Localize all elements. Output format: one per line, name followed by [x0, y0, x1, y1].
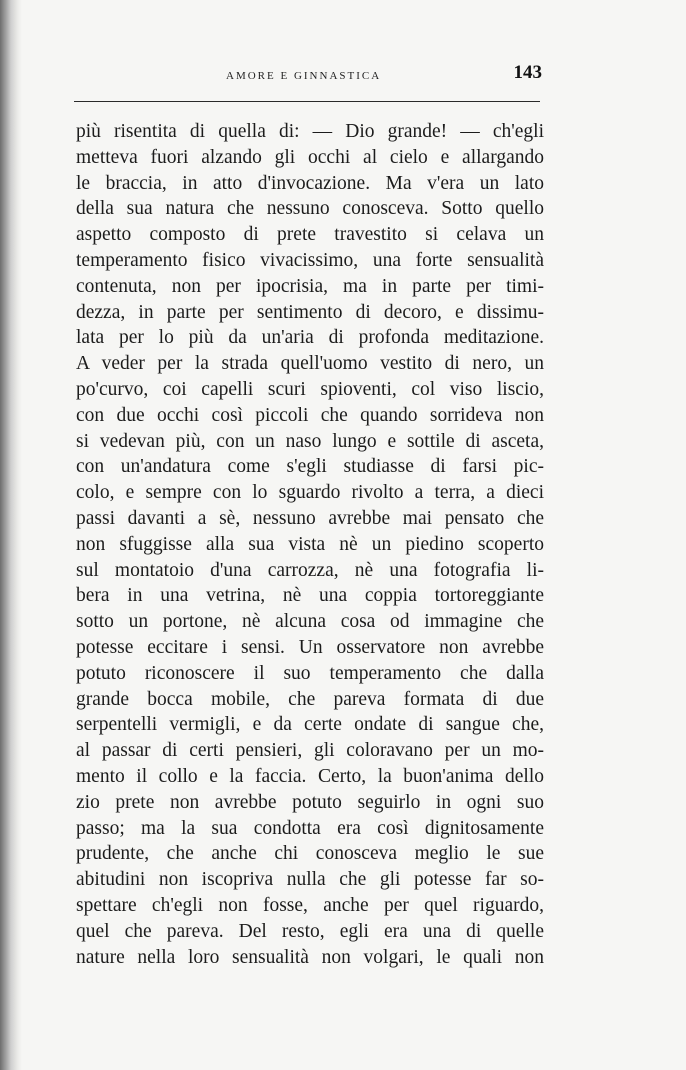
text-line: temperamento fisico vivacissimo, una forte sensualità	[76, 249, 544, 271]
text-line: po'curvo, coi capelli scuri spioventi, col viso liscio,	[76, 378, 544, 400]
text-line: passo; ma la sua condotta era così dignitosamente	[76, 817, 544, 839]
text-line: serpentelli vermigli, e da certe ondate di sangue che,	[76, 714, 544, 736]
book-spine-shadow	[0, 0, 22, 1070]
text-line: spettare ch'egli non fosse, anche per quel riguardo,	[76, 894, 544, 916]
page-header	[72, 62, 542, 92]
text-line: A veder per la strada quell'uomo vestito di nero, un	[76, 353, 544, 375]
text-line: si vedevan più, con un naso lungo e sottile di asceta,	[76, 430, 544, 452]
text-line: nature nella loro sensualità non volgari, le quali non	[76, 946, 544, 968]
text-line: le braccia, in atto d'invocazione. Ma v'era un lato	[76, 172, 544, 194]
text-line: con due occhi così piccoli che quando sorrideva non	[76, 404, 544, 426]
text-line: bera in una vetrina, nè una coppia tortoreggiante	[76, 585, 544, 607]
text-line: più risentita di quella di: — Dio grande! — ch'egli	[76, 121, 544, 142]
text-line: al passar di certi pensieri, gli coloravano per un mo-	[76, 740, 544, 762]
text-line: potuto riconoscere il suo temperamento che dalla	[76, 662, 544, 684]
text-line: aspetto composto di prete travestito si celava un	[76, 224, 544, 246]
text-line: sul montatoio d'una carrozza, nè una fotografia li-	[76, 559, 544, 581]
text-line: non sfuggisse alla sua vista nè un piedino scoperto	[76, 533, 544, 555]
text-line: contenuta, non per ipocrisia, ma in parte per timi-	[76, 275, 544, 297]
text-line: dezza, in parte per sentimento di decoro, e dissimu-	[76, 301, 544, 323]
text-line: passi davanti a sè, nessuno avrebbe mai pensato che	[76, 507, 544, 529]
text-line: con un'andatura come s'egli studiasse di farsi pic-	[76, 456, 544, 478]
text-line: colo, e sempre con lo sguardo rivolto a terra, a dieci	[76, 482, 544, 504]
running-title: AMORE E GINNASTICA	[226, 70, 382, 82]
text-line: grande bocca mobile, che pareva formata di due	[76, 688, 544, 710]
body-text	[76, 119, 544, 970]
text-line: metteva fuori alzando gli occhi al cielo e allargando	[76, 146, 544, 168]
text-line: prudente, che anche chi conosceva meglio le sue	[76, 843, 544, 865]
text-line: quel che pareva. Del resto, egli era una di quelle	[76, 920, 544, 942]
text-line: della sua natura che nessuno conosceva. Sotto quello	[76, 198, 544, 220]
text-line: lata per lo più da un'aria di profonda meditazione.	[76, 327, 544, 349]
text-line: mento il collo e la faccia. Certo, la buon'anima dello	[76, 765, 544, 787]
text-line: abitudini non iscopriva nulla che gli potesse far so-	[76, 869, 544, 891]
text-line: potesse eccitare i sensi. Un osservatore non avrebbe	[76, 636, 544, 658]
page-number: 143	[513, 62, 542, 83]
header-rule	[74, 101, 540, 102]
text-line: zio prete non avrebbe potuto seguirlo in ogni suo	[76, 791, 544, 813]
text-line: sotto un portone, nè alcuna cosa od immagine che	[76, 611, 544, 633]
